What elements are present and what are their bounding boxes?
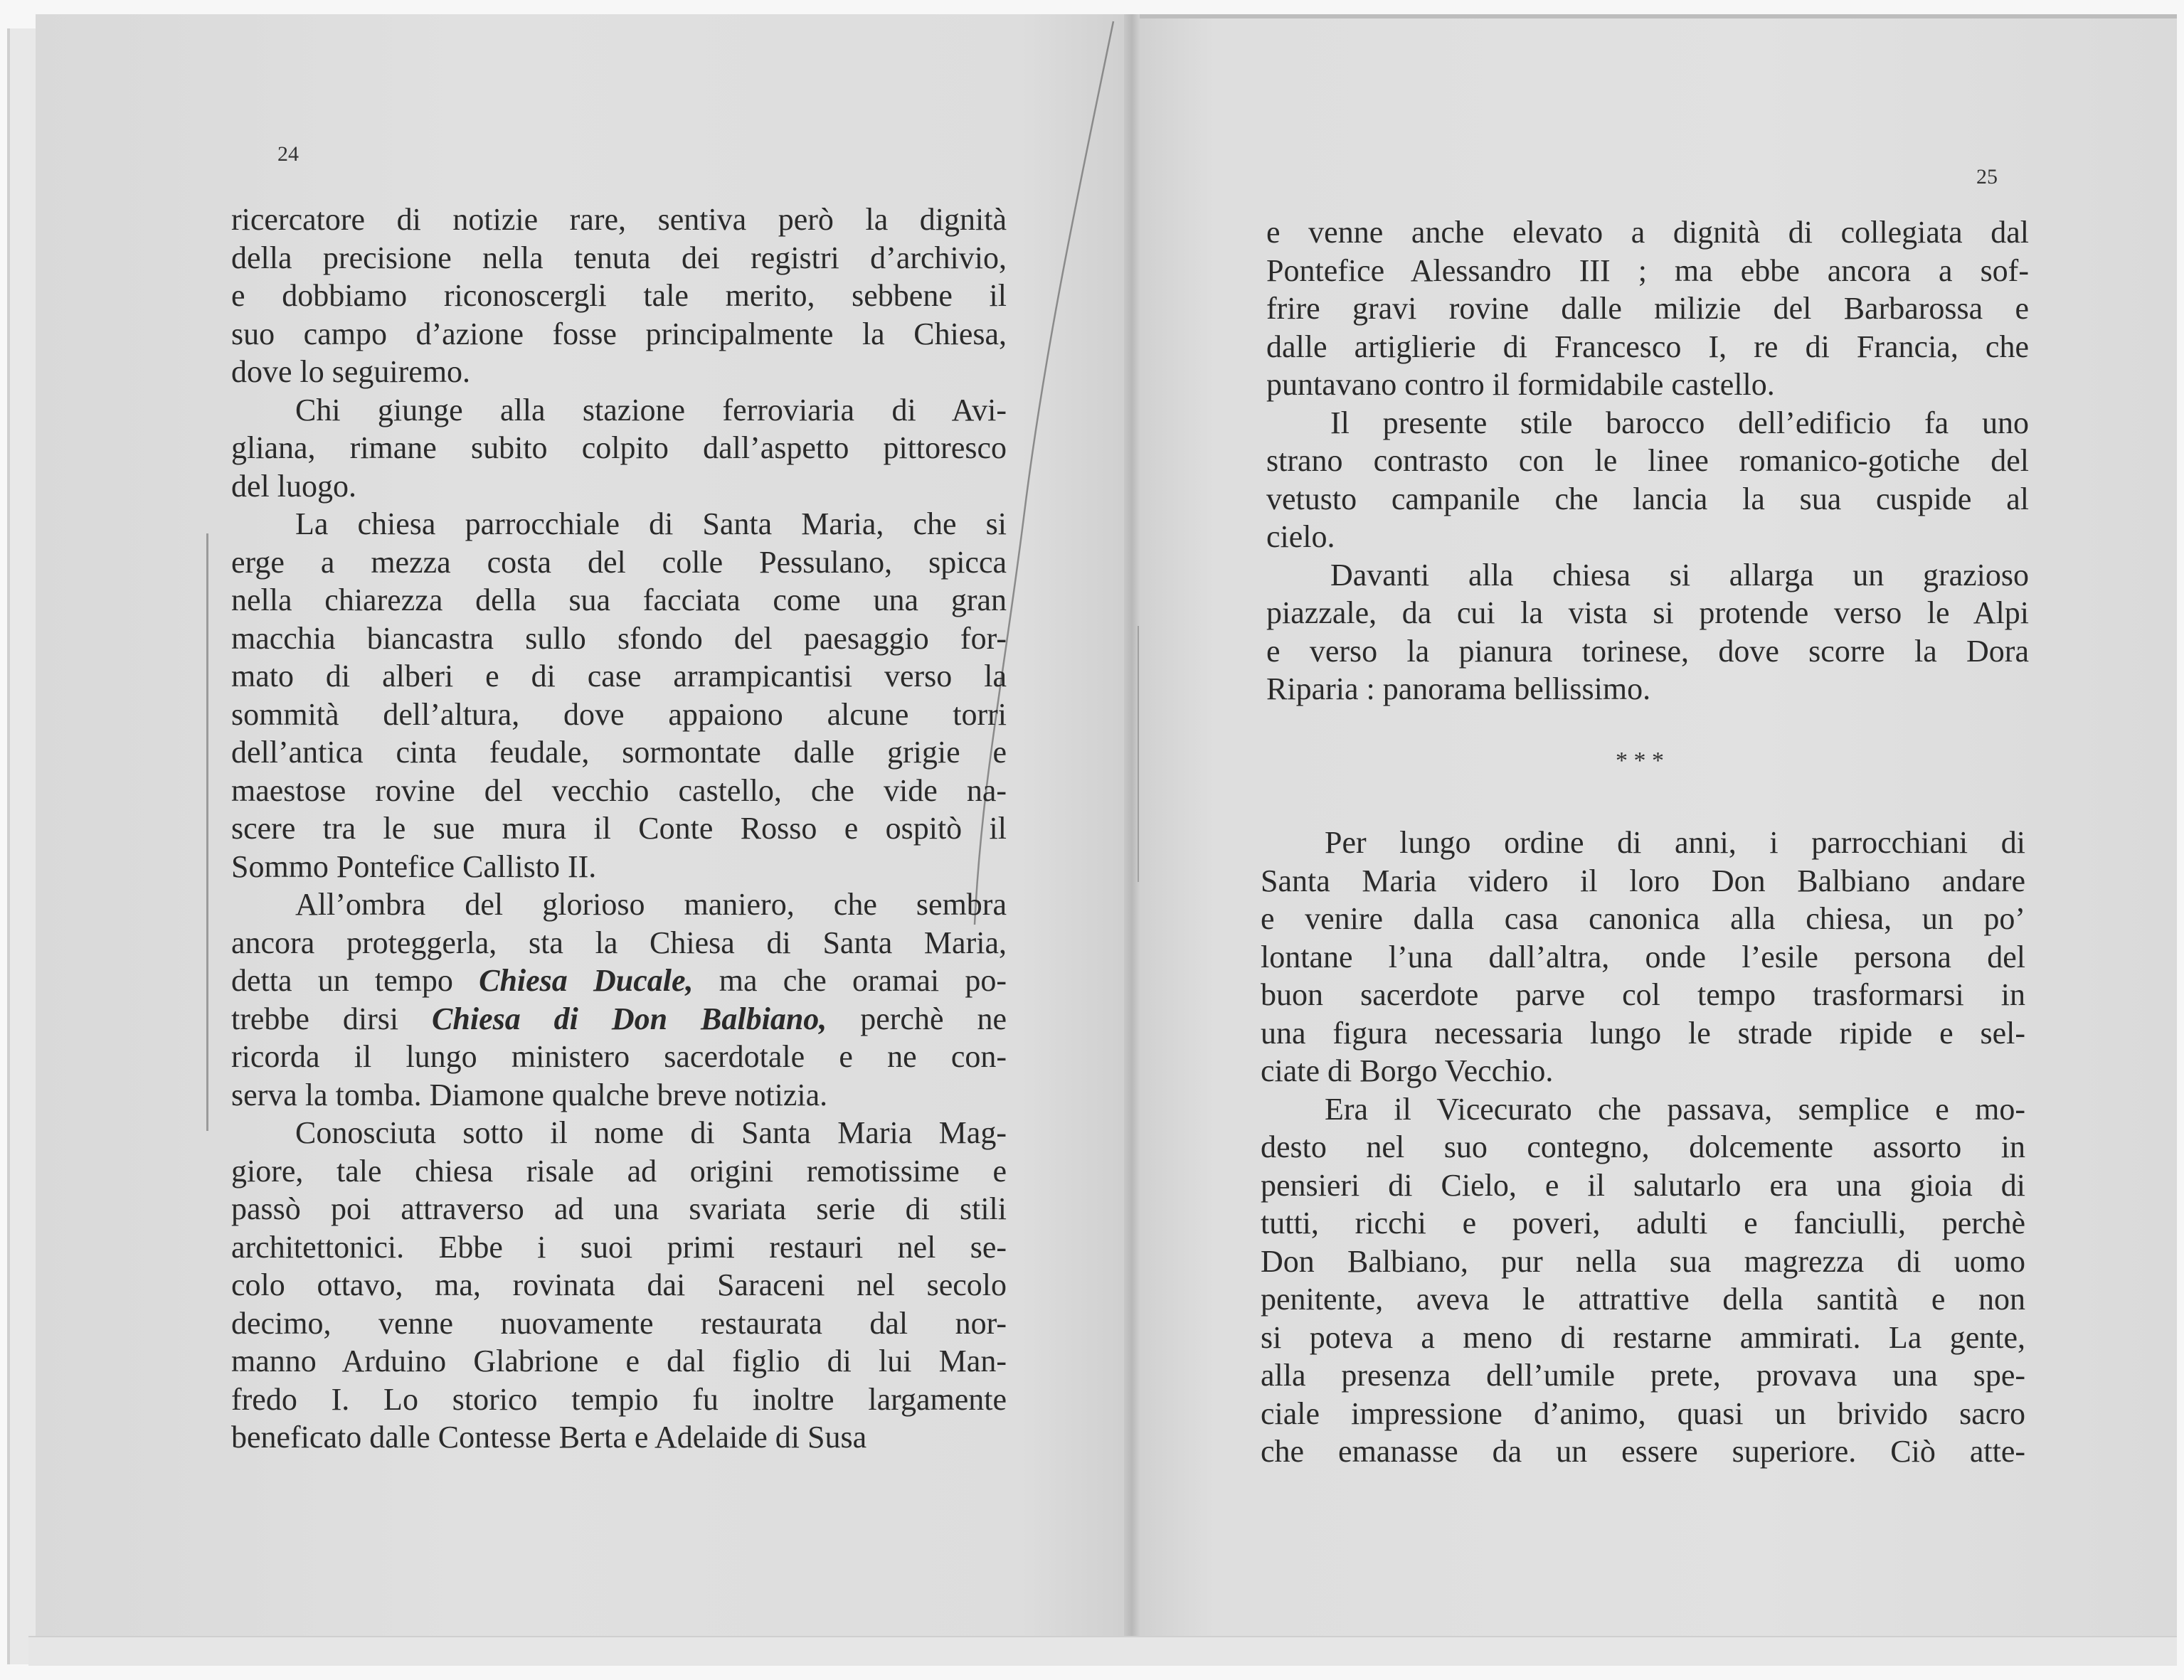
text-line: e dobbiamo riconoscergli tale merito, sebbene il bbox=[231, 278, 1007, 313]
text-line: macchia biancastra sullo sfondo del paesaggio for- bbox=[231, 620, 1007, 656]
left-page-number: 24 bbox=[277, 142, 299, 166]
text-line: penitente, aveva le attrattive della santità e non bbox=[1261, 1282, 2025, 1317]
text-line: dalle artiglierie di Francesco I, re di Francia, che bbox=[1266, 329, 2029, 364]
text-line: Pontefice Alessandro III ; ma ebbe ancora a sof- bbox=[1266, 252, 2029, 288]
text-line: suo campo d’azione fosse principalmente la Chiesa, bbox=[231, 316, 1007, 351]
text-line: piazzale, da cui la vista si protende verso le Alpi bbox=[1266, 595, 2029, 630]
text-line: Era il Vicecurato che passava, semplice e mo- bbox=[1325, 1091, 2025, 1127]
text-line: alla presenza dell’umile prete, provava una spe- bbox=[1261, 1358, 2025, 1393]
text-line: All’ombra del glorioso maniero, che sembra bbox=[295, 887, 1007, 922]
text-line: strano contrasto con le linee romanico-gotiche del bbox=[1266, 443, 2029, 478]
text-line: ancora proteggerla, sta la Chiesa di Santa Maria, bbox=[231, 925, 1007, 960]
text-line: Per lungo ordine di anni, i parrocchiani di bbox=[1325, 825, 2025, 860]
italic-title: Chiesa di Don Balbiano, bbox=[432, 1001, 827, 1036]
text-segment: perchè ne bbox=[827, 1001, 1007, 1036]
text-line: Sommo Pontefice Callisto II. bbox=[231, 849, 597, 884]
text-line bbox=[231, 1000, 1007, 1038]
text-line: puntavano contro il formidabile castello. bbox=[1266, 367, 1775, 402]
text-line: erge a mezza costa del colle Pessulano, spicca bbox=[231, 544, 1007, 580]
italic-title: Chiesa Ducale, bbox=[479, 963, 694, 998]
right-page-number: 25 bbox=[1976, 165, 1998, 188]
text-line: architettonici. Ebbe i suoi primi restauri nel se- bbox=[231, 1229, 1007, 1265]
text-line: tutti, ricchi e poveri, adulti e fanciulli, perchè bbox=[1261, 1206, 2025, 1240]
text-line: desto nel suo contegno, dolcemente assorto in bbox=[1261, 1129, 2025, 1164]
text-line: decimo, venne nuovamente restaurata dal nor- bbox=[231, 1305, 1007, 1341]
text-line: Conosciuta sotto il nome di Santa Maria Mag- bbox=[295, 1115, 1007, 1150]
text-line: del luogo. bbox=[231, 468, 356, 504]
text-line: scere tra le sue mura il Conte Rosso e ospitò il bbox=[231, 811, 1007, 846]
text-line: e verso la pianura torinese, dove scorre la Dora bbox=[1266, 633, 2029, 669]
text-line: manno Arduino Glabrione e dal figlio di lui Man- bbox=[231, 1344, 1007, 1378]
section-separator bbox=[1594, 750, 1686, 772]
text-line: che emanasse da un essere superiore. Ciò atte- bbox=[1261, 1434, 2025, 1469]
text-line: si poteva a meno di restarne ammirati. La gente, bbox=[1261, 1319, 2025, 1355]
margin-pencil-mark bbox=[206, 533, 208, 1131]
text-line: pensieri di Cielo, e il salutarlo era una gioia di bbox=[1261, 1167, 2025, 1203]
left-page-text bbox=[231, 201, 1007, 1457]
text-line: La chiesa parrocchiale di Santa Maria, che si bbox=[295, 506, 1007, 541]
text-line: fredo I. Lo storico tempio fu inoltre largamente bbox=[231, 1381, 1007, 1417]
text-line: giore, tale chiesa risale ad origini remotissime e bbox=[231, 1153, 1007, 1189]
text-line: ciale impressione d’animo, quasi un brivido sacro bbox=[1261, 1395, 2025, 1431]
text-line: serva la tomba. Diamone qualche breve notizia. bbox=[231, 1077, 828, 1112]
text-line: Il presente stile barocco dell’edificio fa uno bbox=[1330, 405, 2029, 440]
text-line: Santa Maria videro il loro Don Balbiano andare bbox=[1261, 863, 2025, 898]
text-line: passò poi attraverso ad una svariata serie di stili bbox=[231, 1191, 1007, 1226]
text-line: una figura necessaria lungo le strade ripide e sel- bbox=[1261, 1015, 2025, 1051]
text-line: e venire dalla casa canonica alla chiesa, un po’ bbox=[1261, 901, 2025, 936]
text-line: cielo. bbox=[1266, 519, 1335, 554]
separator-stars: * * * bbox=[1616, 748, 1664, 774]
text-line: maestose rovine del vecchio castello, che vide na- bbox=[231, 772, 1007, 808]
text-line: della precisione nella tenuta dei registri d’archivio, bbox=[231, 240, 1007, 275]
text-line: ciate di Borgo Vecchio. bbox=[1261, 1053, 1554, 1088]
text-line: e venne anche elevato a dignità di collegiata dal bbox=[1266, 215, 2029, 250]
text-line: lontane l’una dall’altra, onde l’esile persona del bbox=[1261, 939, 2025, 974]
text-line: Chi giunge alla stazione ferroviaria di Avi- bbox=[295, 392, 1007, 427]
text-line: mato di alberi e di case arrampicantisi verso la bbox=[231, 659, 1007, 693]
right-page-text-top bbox=[1266, 213, 2029, 708]
text-line bbox=[231, 962, 1007, 1000]
text-line: nella chiarezza della sua facciata come una gran bbox=[231, 583, 1007, 617]
text-line: ricercatore di notizie rare, sentiva però la dignità bbox=[231, 202, 1007, 237]
text-line: Riparia : panorama bellissimo. bbox=[1266, 671, 1651, 706]
text-line: frire gravi rovine dalle milizie del Barbarossa e bbox=[1266, 291, 2029, 326]
text-line: dove lo seguiremo. bbox=[231, 354, 471, 389]
text-line: sommità dell’altura, dove appaiono alcune torri bbox=[231, 696, 1007, 732]
text-line: Davanti alla chiesa si allarga un grazioso bbox=[1330, 557, 2029, 592]
text-line: buon sacerdote parve col tempo trasformarsi in bbox=[1261, 977, 2025, 1012]
text-line: ricorda il lungo ministero sacerdotale e ne con- bbox=[231, 1039, 1007, 1074]
text-line: dell’antica cinta feudale, sormontate dalle grigie e bbox=[231, 735, 1007, 770]
text-segment: trebbe dirsi bbox=[231, 1001, 433, 1036]
text-line: gliana, rimane subito colpito dall’aspetto pittoresco bbox=[231, 430, 1007, 465]
text-line: beneficato dalle Contesse Berta e Adelaide di Susa bbox=[231, 1420, 867, 1455]
text-line: colo ottavo, ma, rovinata dai Saraceni nel secolo bbox=[231, 1267, 1007, 1302]
text-segment: ma che oramai po- bbox=[693, 963, 1007, 998]
right-page-text-bottom bbox=[1261, 824, 2025, 1471]
text-line: Don Balbiano, pur nella sua magrezza di uomo bbox=[1261, 1243, 2025, 1279]
text-line: vetusto campanile che lancia la sua cuspide al bbox=[1266, 481, 2029, 516]
text-segment: detta un tempo bbox=[231, 963, 479, 998]
